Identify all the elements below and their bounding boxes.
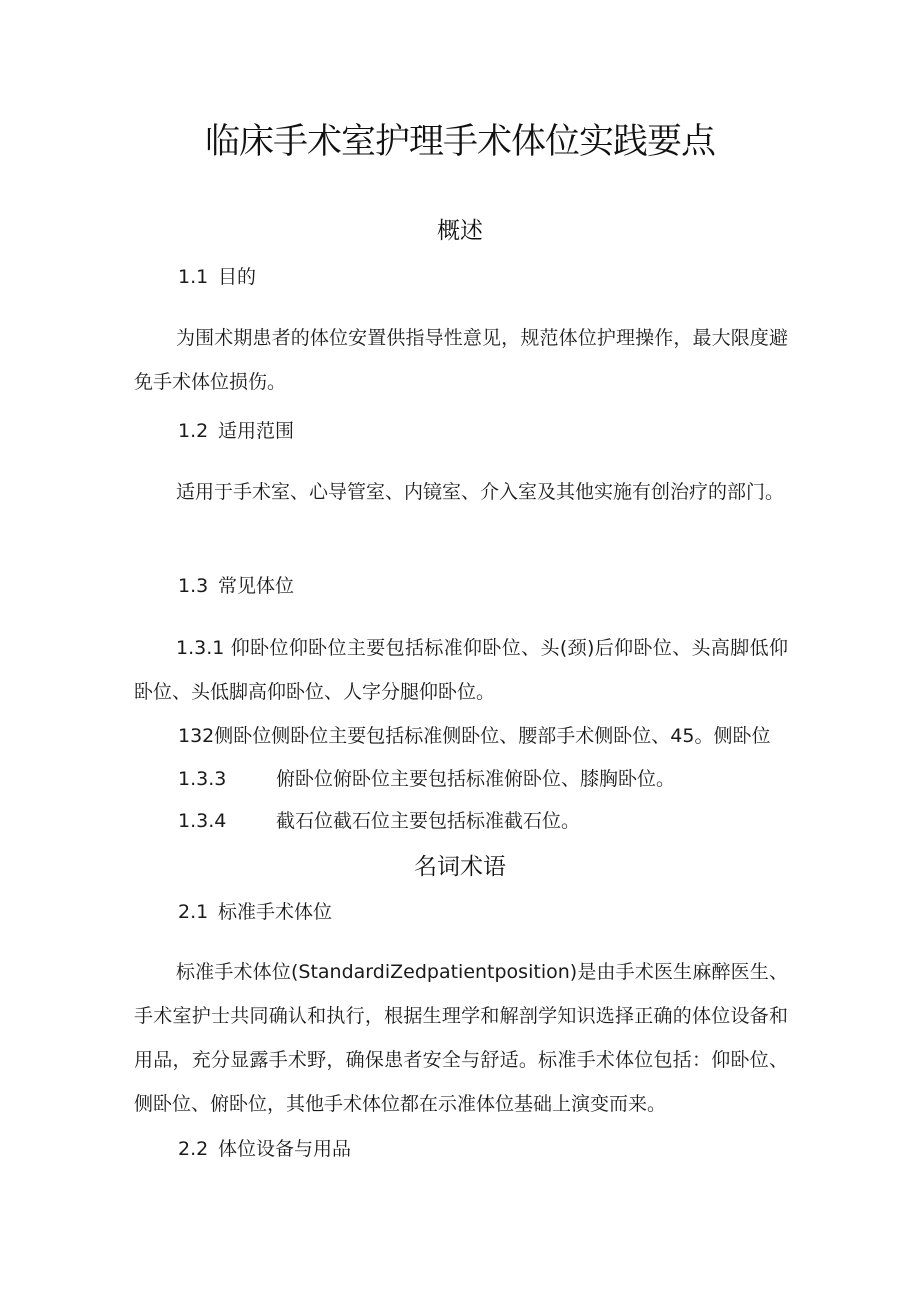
item-text: 俯卧位俯卧位主要包括标准俯卧位、膝胸卧位。 — [276, 768, 676, 790]
subheading-number: 1.1 — [178, 266, 209, 288]
paragraph-purpose: 为围术期患者的体位安置供指导性意见，规范体位护理操作，最大限度避免手术体位损伤。 — [134, 327, 788, 393]
item-text: 截石位截石位主要包括标准截石位。 — [276, 810, 581, 832]
subheading-text: 常见体位 — [218, 575, 295, 597]
subheading-text: 标准手术体位 — [218, 901, 333, 923]
paragraph-standard-position: 标准手术体位(StandardiZedpatientposition)是由手术医生麻醉医生、手术室护士共同确认和执行，根据生理学和解剖学知识选择正确的体位设备和用品，充分显露手术野，确保患者安全与舒适。标准手术体位包括：仰卧位、侧卧位、俯卧位，其他手术体位都在示准体位基础上演变而来。 — [134, 961, 788, 1115]
subheading-text: 目的 — [218, 266, 257, 288]
subheading-1-1 — [178, 262, 256, 289]
subheading-2-2 — [178, 1134, 351, 1161]
subheading-text: 体位设备与用品 — [218, 1138, 352, 1160]
subheading-number: 2.2 — [178, 1138, 209, 1160]
paragraph-scope: 适用于手术室、心导管室、内镜室、介入室及其他实施有创治疗的部门。 — [176, 481, 785, 503]
subheading-2-1 — [178, 897, 332, 924]
item-number: 1.3.3 — [178, 768, 227, 790]
item-number: 1.3.4 — [178, 810, 227, 832]
subheading-number: 1.3 — [178, 575, 209, 597]
line-lithotomy-position — [178, 806, 580, 833]
subheading-1-2 — [178, 416, 294, 443]
paragraph-lateral-position: 132侧卧位侧卧位主要包括标准侧卧位、腰部手术侧卧位、45。侧卧位 — [178, 725, 771, 747]
subheading-1-3 — [178, 571, 294, 598]
document-title: 临床手术室护理手术体位实践要点 — [204, 122, 715, 162]
line-prone-position — [178, 764, 675, 791]
section-heading-terms: 名词术语 — [414, 854, 506, 880]
section-heading-overview: 概述 — [437, 218, 483, 244]
paragraph-supine-position: 1.3.1 仰卧位仰卧位主要包括标准仰卧位、头(颈)后仰卧位、头高脚低仰卧位、头低脚高仰卧位、人字分腿仰卧位。 — [134, 637, 788, 703]
subheading-number: 2.1 — [178, 901, 209, 923]
subheading-text: 适用范围 — [218, 420, 295, 442]
subheading-number: 1.2 — [178, 420, 209, 442]
